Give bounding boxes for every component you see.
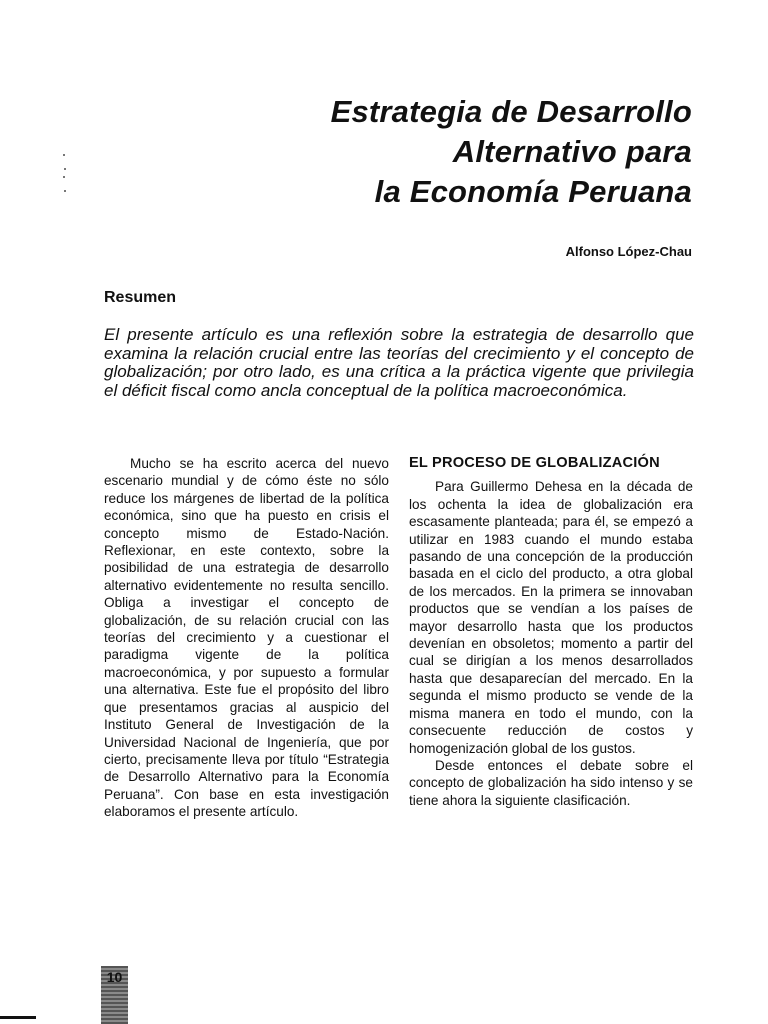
section-heading: EL PROCESO DE GLOBALIZACIÓN	[409, 455, 660, 471]
scan-specks	[63, 154, 67, 194]
left-column	[104, 455, 389, 821]
title-line-2: Alternativo para	[452, 134, 692, 169]
left-column-paragraph: Mucho se ha escrito acerca del nuevo escenario mundial y de cómo éste no sólo reduce los márgenes de libertad de la política económica, sino que ha puesto en crisis el concepto mismo de Estado-Nación. Reflexionar, en este contexto, sobre la posibilidad de una estrategia de desarrollo alternativo evidentemente no resulta sencillo. Obliga a investigar el concepto de globalización, de su relación crucial con las teorías del crecimiento y a cuestionar el paradigma vigente de la política macroeconómica, y por supuesto a formular una alternativa. Este fue el propósito del libro que presentamos gracias al auspicio del Instituto General de Investigación de la Universidad Nacional de Ingeniería, que por cierto, precisamente lleva por título “Estrategia de Desarrollo Alternativo para la Economía Peruana”. Con base en esta investigación elaboramos el presente artículo.	[104, 456, 389, 820]
title-line-3: la Economía Peruana	[374, 174, 692, 209]
right-column	[409, 455, 693, 809]
abstract-text: El presente artículo es una reflexión sobre la estrategia de desarrollo que examina la relación crucial entre las teorías del crecimiento y el concepto de globalización; por otro lado, es una crítica a la práctica vigente que privilegia el déficit fiscal como ancla conceptual de la política macroeconómica.	[104, 325, 694, 400]
author-name: Alfonso López-Chau	[565, 244, 692, 259]
page-edge-mark	[0, 1016, 36, 1019]
page-number: 10	[101, 966, 128, 1024]
resumen-heading: Resumen	[104, 289, 177, 306]
article-title	[331, 92, 692, 212]
title-line-1: Estrategia de Desarrollo	[330, 94, 692, 129]
right-column-paragraph-1: Para Guillermo Dehesa en la década de los ochenta la idea de globalización era escasamente planteada; para él, se empezó a utilizar en 1983 cuando el mundo estaba pasando de una concepción de la producción basada en el ciclo del producto, a otra global de los mercados. En la primera se innovaban productos que se vendían a los países de mayor desarrollo hasta que los productos devenían en obsoletos; momento a partir del cual se dirigían a los menos desarrollados hasta que desaparecían del mercado. En la segunda el mismo producto se vende de la misma manera en todo el mundo, con la consecuente reducción de costos y homogenización global de los gustos.	[409, 479, 693, 756]
right-column-paragraph-2: Desde entonces el debate sobre el concepto de globalización ha sido intenso y se tiene ahora la siguiente clasificación.	[409, 757, 693, 808]
